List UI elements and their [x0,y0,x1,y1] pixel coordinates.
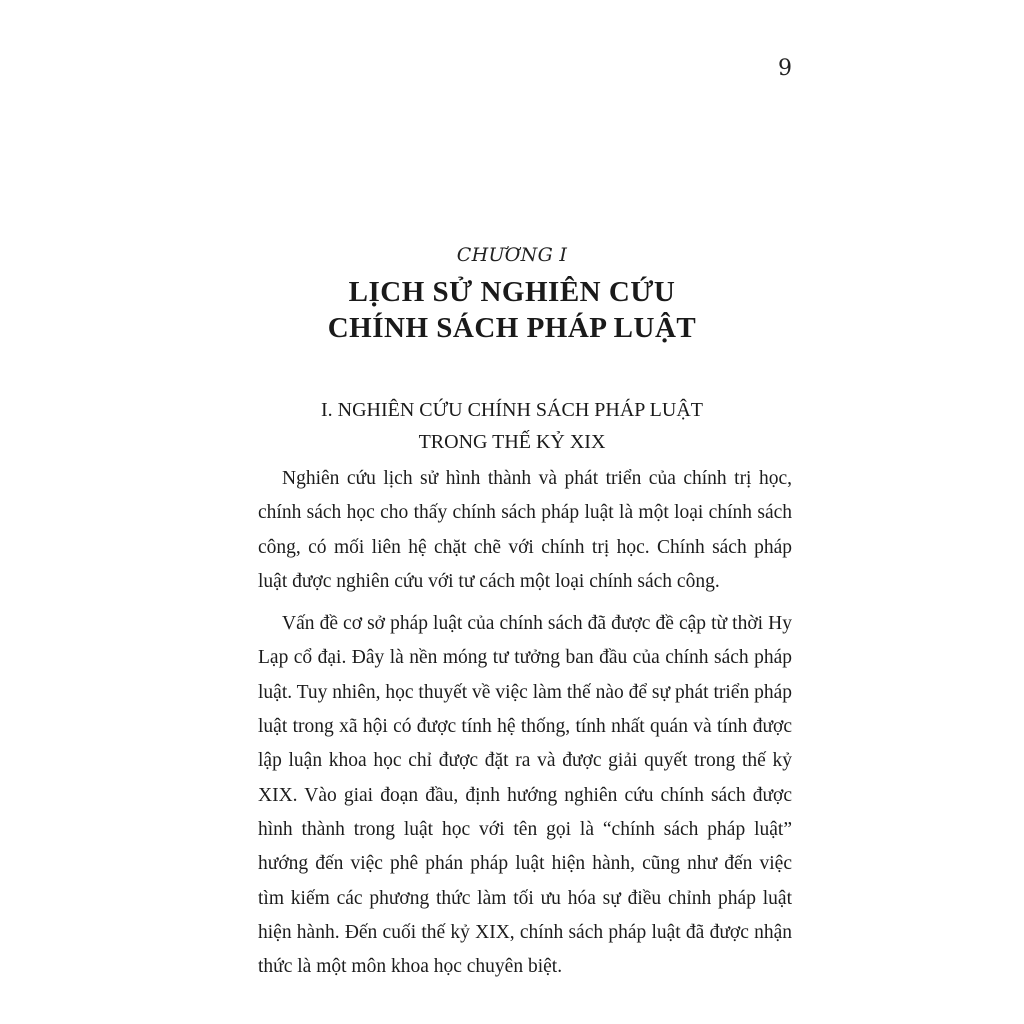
section-heading-line-2: TRONG THẾ KỶ XIX [418,431,606,453]
chapter-label: CHƯƠNG I [456,244,568,266]
chapter-title-line-2: CHÍNH SÁCH PHÁP LUẬT [327,312,697,344]
page-number: 9 [778,56,792,81]
section-heading-line-1: I. NGHIÊN CỨU CHÍNH SÁCH PHÁP LUẬT [320,399,703,421]
chapter-title [0,274,1024,346]
body-text [258,462,792,992]
paragraph-1: Nghiên cứu lịch sử hình thành và phát triển của chính trị học, chính sách học cho thấy chính sách pháp luật là một loại chính sách công, có mối liên hệ chặt chẽ với chính trị học. Chính sách pháp luật được nghiên cứu với tư cách một loại chính sách công. [258,468,792,592]
paragraph-2: Vấn đề cơ sở pháp luật của chính sách đã được đề cập từ thời Hy Lạp cổ đại. Đây là nền móng tư tưởng ban đầu của chính sách pháp luật. Tuy nhiên, học thuyết về việc làm thế nào để sự phát triển pháp luật trong xã hội có được tính hệ thống, tính nhất quán và tính được lập luận khoa học chỉ được đặt ra và được giải quyết trong thế kỷ XIX. Vào giai đoạn đầu, định hướng nghiên cứu chính sách được hình thành trong luật học với tên gọi là “chính sách pháp luật” hướng đến việc phê phán pháp luật hiện hành, cũng như đến việc tìm kiếm các phương thức làm tối ưu hóa sự điều chỉnh pháp luật hiện hành. Đến cuối thế kỷ XIX, chính sách pháp luật đã được nhận thức là một môn khoa học chuyên biệt. [258,613,792,978]
chapter-title-line-1: LỊCH SỬ NGHIÊN CỨU [348,276,676,308]
section-heading [0,394,1024,458]
